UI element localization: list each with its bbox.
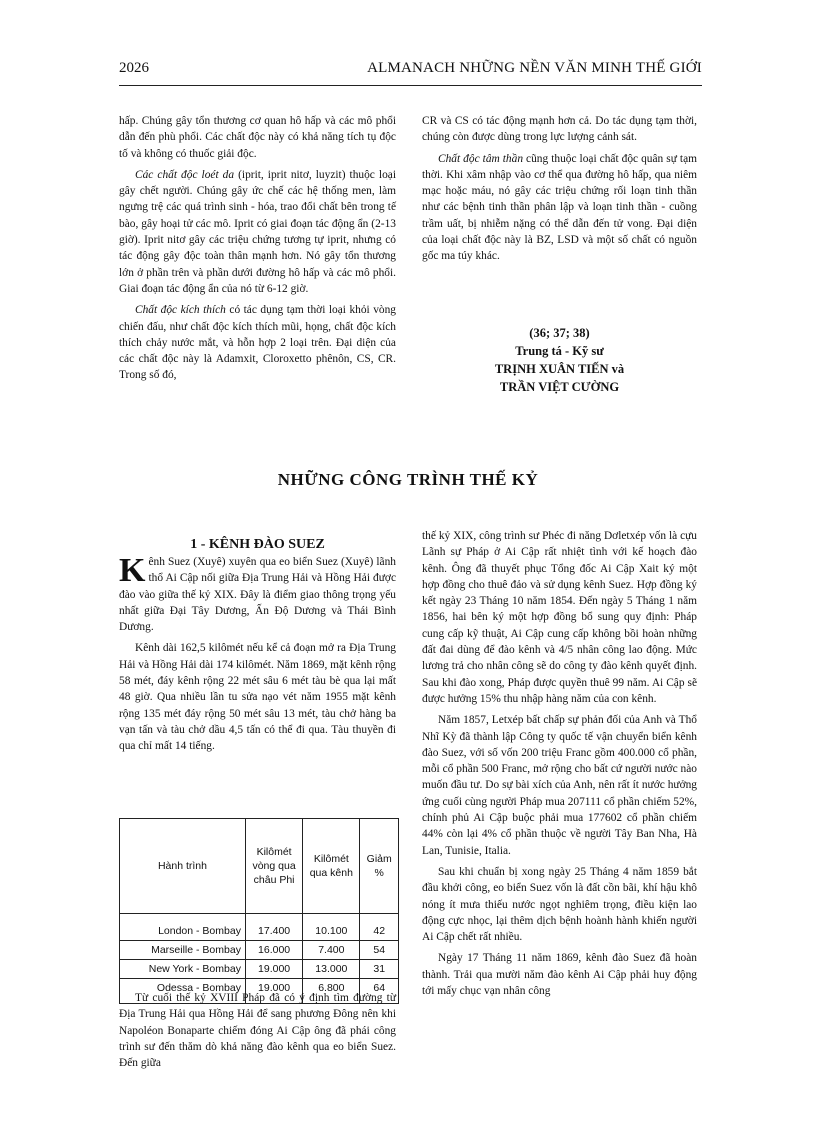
paragraph-text: ênh Suez (Xuyê) xuyên qua eo biển Suez (Xuyê) lãnh thổ Ai Cập nối giữa Địa Trung Hải và Hồng Hải được đào vào giữa thế kỷ XIX. Đây là điểm giao thông trọng yếu nhất giữa Đại Tây Dương, Ấn Độ Dương và Thái Bình Dương.: [119, 556, 396, 634]
table-header-cell: Kilômét vòng qua châu Phi: [245, 819, 302, 914]
author-name-1: TRỊNH XUÂN TIẾN và: [494, 362, 625, 376]
table-cell: 19.000: [245, 979, 302, 1004]
table-cell: 7.400: [303, 941, 360, 960]
section-title: NHỮNG CÔNG TRÌNH THẾ KỶ: [277, 470, 539, 489]
table-header-row: [120, 819, 399, 914]
table-row: [120, 914, 399, 941]
suez-right-column: [422, 528, 697, 1004]
table-cell: New York - Bombay: [120, 960, 246, 979]
term-italic: Các chất độc loét da: [135, 168, 235, 181]
table-cell: 19.000: [245, 960, 302, 979]
suez-left-column: [119, 554, 396, 760]
paragraph: [119, 554, 396, 635]
suez-left-column-bottom: [119, 990, 396, 1076]
paragraph-text: có tác dụng tạm thời loại khỏi vòng chiến đấu, như chất độc kích thích mũi, họng, chất độc kích thích chảy nước mắt, và hỗn hợp 2 loại trên. Đại diện của các chất độc này là Adamxit, Cloroxetto phênôn, CS, CR. Trong số đó,: [119, 304, 396, 382]
top-left-column: [119, 113, 396, 389]
table-cell: 17.400: [245, 914, 302, 941]
term-italic: Chất độc kích thích: [135, 304, 226, 317]
paragraph: Từ cuối thế kỷ XVIII Pháp đã có ý định tìm đường từ Địa Trung Hải qua Hồng Hải để sang phương Đông nên khi Napoléon Bonaparte chiếm đóng Ai Cập ông đã phái công trình sư đến thăm dò khả năng đào kênh qua eo biển Suez. Đến giữa: [119, 992, 396, 1070]
top-right-column: [422, 113, 697, 270]
route-distance-table: [119, 818, 399, 1004]
references: (36; 37; 38): [529, 326, 590, 340]
paragraph-text: (iprit, iprit nitơ, luyzit) thuộc loại gây chết người. Chúng gây ức chế các hệ thống men, làm ngưng trệ các quá trình sinh - hóa, trao đổi chất bên trong tế bào, gây hoại tử các mô. Iprit có giai đoạn tác động ẩn (2-13 giờ). Iprit nitơ gây các triệu chứng tương tự iprit, nhưng có tác động gây độc toàn thân mạnh hơn. Nó gây tổn thương lớn ở phần trên và phần dưới đường hô hấp và các mô phổi. Giai đoạn tác động ẩn của nó từ 6-12 giờ.: [119, 168, 396, 295]
paragraph: [119, 167, 396, 297]
paragraph: Ngày 17 Tháng 11 năm 1869, kênh đào Suez đã hoàn thành. Trải qua mười năm đào kênh Ai Cập phải huy động tới mấy chục vạn nhân công: [422, 952, 697, 998]
page-number: 2026: [119, 60, 149, 76]
table-cell: 54: [360, 941, 399, 960]
paragraph: thế kỷ XIX, công trình sư Phéc đi năng Dơletxép vốn là cựu Lãnh sự Pháp ở Ai Cập rất nhiệt tình với kế hoạch đào kênh. Ông đã thuyết phục Tổng đốc Ai Cập Xait ký một hợp đồng cho thuê đảo và sử dụng kênh Suez. Hợp đồng ký kết ngày 23 Tháng 10 năm 1854. Đến ngày 5 Tháng 1 năm 1856, hai bên ký một hợp đồng bổ sung quy định: Pháp cung cấp kỹ thuật, Ai Cập cung cấp không bồi hoàn những đất đai dùng để đào kênh và 4/5 nhân công lao động. Mức lương trả cho nhân công sẽ do công ty đào kênh quyết định. Sau khi đào xong, Pháp được quyền thuê 99 năm. Ai Cập sẽ được hưởng 15% thu nhập hàng năm của con kênh.: [422, 530, 697, 705]
author-credit: [422, 324, 697, 396]
table-cell: 13.000: [303, 960, 360, 979]
table-cell: 10.100: [303, 914, 360, 941]
paragraph: Kênh dài 162,5 kilômét nếu kể cả đoạn mở ra Địa Trung Hải và Hồng Hải dài 174 kilômét. Năm 1869, mặt kênh rộng 58 mét, đáy kênh rộng 22 mét sâu 6 mét tàu bè qua lại mất 48 giờ. Qua nhiều lần tu sửa nạo vét năm 1955 mặt kênh rộng 135 mét đáy rộng 50 mét sâu 13 mét, tàu chở hàng ba vạn tấn và tàu chở dầu 4,5 tấn có thể đi qua. Tàu thuyền đi qua chỉ mất 14 tiếng.: [119, 642, 396, 753]
paragraph: hấp. Chúng gây tổn thương cơ quan hô hấp và các mô phổi dẫn đến phù phổi. Các chất độc này có khả năng tích tụ độc tố và không có thuốc giải độc.: [119, 115, 396, 160]
paragraph: [119, 302, 396, 383]
paragraph-text: cũng thuộc loại chất độc quân sự tạm thời. Khi xâm nhập vào cơ thể qua đường hô hấp, qua niêm mạc hoặc máu, nó gây các triệu chứng rối loạn tinh thần như các bệnh tinh thần phân lập và loạn tinh thần - cuồng trầm uất, bị nhiễm nặng có thể dẫn đến tử vong. Đại diện của loại chất độc này là BZ, LSD và một số chất có nguồn gốc ma túy khác.: [422, 152, 697, 263]
paragraph: CR và CS có tác động mạnh hơn cả. Do tác dụng tạm thời, chúng còn được dùng trong lực lượng cảnh sát.: [422, 115, 697, 144]
table-header-cell: Kilômét qua kênh: [303, 819, 360, 914]
paragraph: Năm 1857, Letxép bất chấp sự phản đối của Anh và Thổ Nhĩ Kỳ đã thành lập Công ty quốc tế vận chuyển biển kênh đào Suez, với số vốn 200 triệu Franc gồm 400.000 cổ phần, mỗi cổ phần 500 Franc, mở rộng cho bất cứ người nước nào muốn đầu tư. Do sự bài xích của Anh, nên rất ít nước hưởng ứng cuối cùng người Pháp mua 207111 cổ phần chiếm 52%, chính phủ Ai Cập buộc phải mua 177602 cổ phần chiếm 44% còn lại 4% cổ phần thuộc về người Tây Ban Nha, Hà Lan, Tunisie, Italia.: [422, 714, 697, 857]
drop-cap: K: [119, 552, 146, 589]
paragraph: [422, 151, 697, 265]
author-name-2: TRẦN VIỆT CƯỜNG: [499, 380, 620, 394]
term-italic: Chất độc tâm thần: [438, 152, 524, 165]
article-title: 1 - KÊNH ĐÀO SUEZ: [190, 537, 325, 552]
table-cell: 16.000: [245, 941, 302, 960]
table-header-cell: Giảm %: [360, 819, 399, 914]
table-cell: 6.800: [303, 979, 360, 1004]
table-row: [120, 941, 399, 960]
table-cell: 31: [360, 960, 399, 979]
running-header-title: ALMANACH NHỮNG NỀN VĂN MINH THẾ GIỚI: [367, 60, 702, 76]
table-row: [120, 960, 399, 979]
table-cell: 42: [360, 914, 399, 941]
table-cell: London - Bombay: [120, 914, 246, 941]
table-header-cell: Hành trình: [120, 819, 246, 914]
table-cell: Marseille - Bombay: [120, 941, 246, 960]
table-cell: Odessa - Bombay: [120, 979, 246, 1004]
author-rank: Trung tá - Kỹ sư: [515, 344, 604, 358]
header-rule: [119, 85, 702, 86]
table-cell: 64: [360, 979, 399, 1004]
paragraph: Sau khi chuẩn bị xong ngày 25 Tháng 4 năm 1859 bắt đầu khởi công, eo biển Suez vốn là đất cồn bãi, khí hậu khô nóng ít mưa thiếu nước ngọt nghiêm trọng, điều kiện lao động cực nhọc, lại thêm dịch bệnh hoành hành khiến người Ai Cập chết rất nhiều.: [422, 865, 697, 944]
